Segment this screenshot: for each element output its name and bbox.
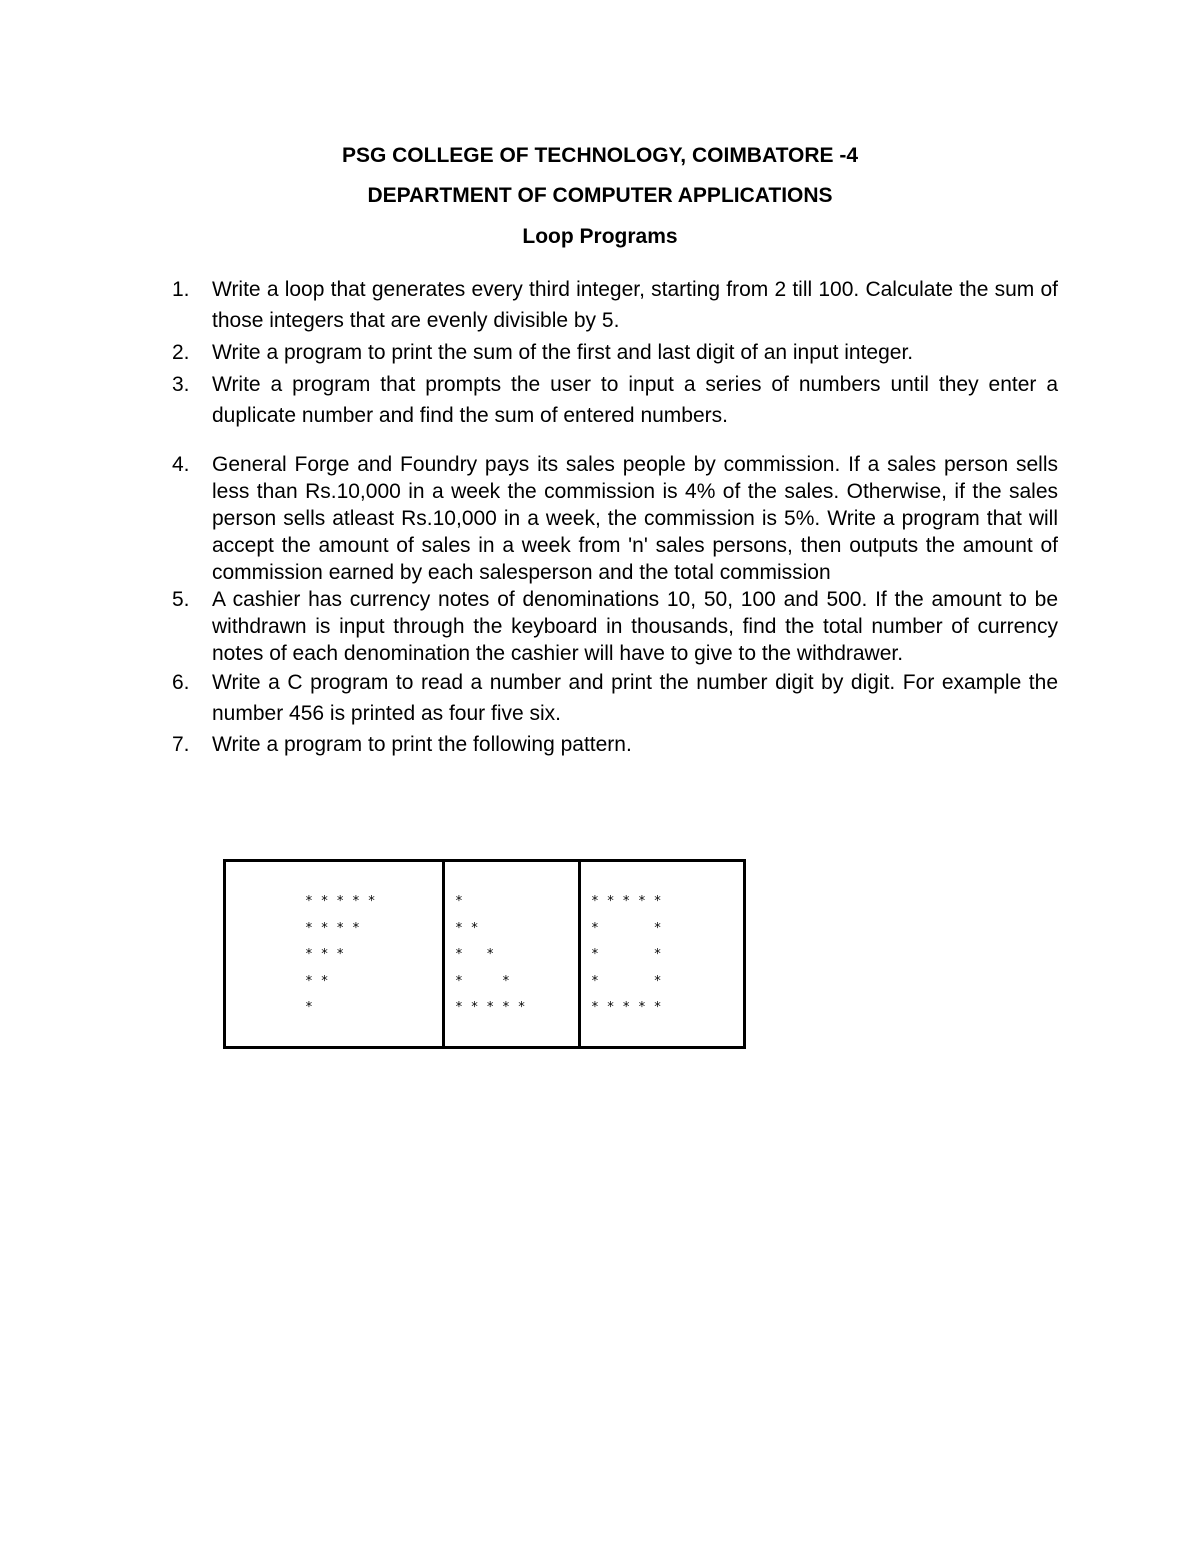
question-text: Write a program to print the following pattern. [212, 733, 632, 756]
question-text: General Forge and Foundry pays its sales people by commission. If a sales person sells less than Rs.10,000 in a week the commission is 4% of the sales. Otherwise, if the sales person sells atleast Rs.10,000 in a week, the commission is 5%. Write a program that will accept the amount of sales in a week from 'n' sales persons, then outputs the amount of commission earned by each salesperson and the total commission [212, 453, 1058, 584]
question-text: Write a loop that generates every third integer, starting from 2 till 100. Calculate the sum of those integers that are evenly divisible by 5. [212, 278, 1058, 332]
pattern-hollow-triangle: * * * * * * * * * * * * [455, 894, 526, 1015]
question-list [172, 274, 1058, 760]
pattern-inverted-triangle: * * * * * * * * * * * * * * * [305, 894, 376, 1015]
document-title: Loop Programs [522, 225, 678, 248]
pattern-cell-hollow-square [580, 861, 745, 1048]
question-3 [172, 369, 1058, 431]
question-6 [172, 667, 1058, 729]
question-number: 2. [172, 341, 190, 364]
pattern-hollow-square: * * * * * * * * * * * * * * * * [591, 894, 662, 1015]
department-heading: DEPARTMENT OF COMPUTER APPLICATIONS [367, 184, 833, 207]
question-7 [172, 729, 1058, 760]
question-number: 3. [172, 373, 190, 396]
pattern-cell-hollow-triangle [444, 861, 580, 1048]
question-number: 1. [172, 278, 190, 301]
pattern-cell-inverted-triangle [225, 861, 444, 1048]
question-1 [172, 274, 1058, 336]
institution-heading: PSG COLLEGE OF TECHNOLOGY, COIMBATORE -4 [341, 144, 859, 167]
question-text: Write a program to print the sum of the first and last digit of an input integer. [212, 341, 914, 364]
question-number: 5. [172, 588, 190, 611]
question-number: 4. [172, 453, 190, 476]
question-4 [172, 451, 1058, 586]
question-text: A cashier has currency notes of denominations 10, 50, 100 and 500. If the amount to be withdrawn is input through the keyboard in thousands, find the total number of currency notes of each denomination the cashier will have to give to the withdrawer. [212, 588, 1058, 665]
question-5 [172, 586, 1058, 667]
pattern-table [223, 859, 746, 1049]
question-text: Write a program that prompts the user to input a series of numbers until they enter a duplicate number and find the sum of entered numbers. [212, 373, 1058, 427]
question-number: 7. [172, 733, 190, 756]
question-text: Write a C program to read a number and print the number digit by digit. For example the number 456 is printed as four five six. [212, 671, 1058, 725]
question-2 [172, 337, 1058, 368]
question-number: 6. [172, 671, 190, 694]
